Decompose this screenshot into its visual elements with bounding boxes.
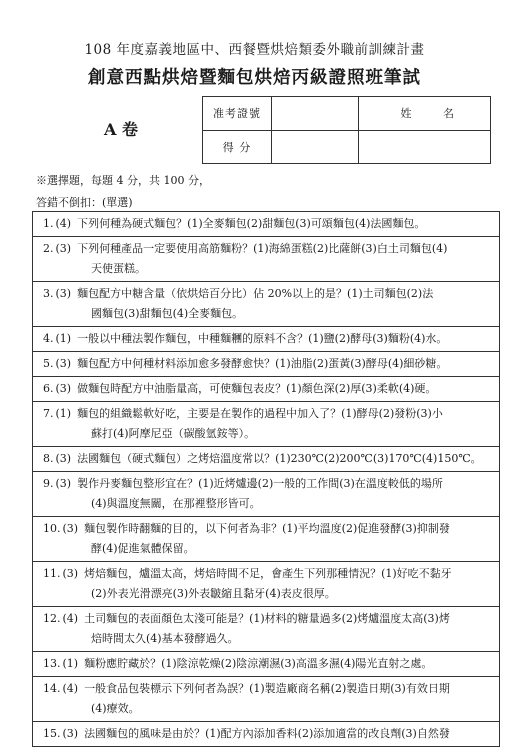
question-text-first: 製作丹麥麵包整形宜在？(1)近烤爐邊(2)一般的工作間(3)在溫度較低的場所 <box>77 477 443 490</box>
exam-number-label: 准考證號 <box>203 97 272 131</box>
question-number: 7. <box>43 407 54 420</box>
question-answer: (1) <box>55 407 72 420</box>
question-number: 3. <box>43 287 54 300</box>
header-title-line1: 108 年度嘉義地區中、西餐暨烘焙類委外職前訓練計畫 <box>84 42 425 58</box>
question-number: 14. <box>43 682 61 695</box>
question-line1 <box>43 379 495 399</box>
question-cell <box>33 677 500 722</box>
question-text <box>43 449 495 469</box>
question-answer: (3) <box>55 242 72 255</box>
question-cell <box>33 377 500 402</box>
instructions-line2: 答錯不倒扣：(單選) <box>36 196 133 209</box>
question-text <box>43 679 495 719</box>
question-answer: (1) <box>55 332 72 345</box>
question-row <box>33 212 500 237</box>
question-row <box>33 677 500 722</box>
question-row <box>33 282 500 327</box>
question-text-first: 土司麵包的表面顏色太淺可能是？(1)材料的糖量過多(2)烤爐溫度太高(3)烤 <box>84 612 450 625</box>
question-cell <box>33 402 500 447</box>
instructions-line1: ※選擇題，每題 4 分，共 100 分， <box>36 174 210 187</box>
question-cell <box>33 722 500 747</box>
question-answer: (3) <box>55 477 72 490</box>
question-text <box>43 519 495 559</box>
question-number: 12. <box>43 612 61 625</box>
question-cell <box>33 607 500 652</box>
question-text <box>43 354 495 374</box>
question-text-first: 烤焙麵包，爐溫太高，烤焙時間不足，會產生下列那種情況？(1)好吃不黏牙 <box>84 567 452 580</box>
question-row <box>33 237 500 282</box>
question-row <box>33 517 500 562</box>
question-text-continued: 國麵包(3)甜麵包(4)全麥麵包。 <box>91 307 244 320</box>
question-row <box>33 562 500 607</box>
question-number: 9. <box>43 477 54 490</box>
question-text-continued: (4)與溫度無關，在那裡整形皆可。 <box>91 497 261 510</box>
question-line1 <box>43 449 495 469</box>
question-line1 <box>43 654 495 674</box>
question-text-continued: (2)外表光滑漂亮(3)外表皺縮且黏牙(4)表皮很厚。 <box>91 587 336 600</box>
question-text-first: 麵包配方中糖含量（依烘焙百分比）佔 20%以上的是？(1)土司麵包(2)法 <box>77 287 434 300</box>
question-number: 8. <box>43 452 54 465</box>
question-cell <box>33 517 500 562</box>
question-text-first: 麵包配方中何種材料添加愈多發酵愈快？(1)油脂(2)蛋黃(3)酵母(4)細砂糖。 <box>77 357 448 370</box>
question-line1 <box>43 214 495 234</box>
question-cell <box>33 327 500 352</box>
question-text-continued: 酵(4)促進氣體保留。 <box>91 542 195 555</box>
question-answer: (4) <box>55 217 72 230</box>
question-text-first: 下列何種產品一定要使用高筋麵粉？(1)海綿蛋糕(2)比薩餅(3)白土司麵包(4) <box>77 242 448 255</box>
question-answer: (3) <box>62 522 79 535</box>
question-answer: (3) <box>55 452 72 465</box>
question-answer: (4) <box>62 612 79 625</box>
question-text <box>43 609 495 649</box>
question-line1 <box>43 239 495 259</box>
question-number: 5. <box>43 357 54 370</box>
name-label: 姓 名 <box>359 97 491 131</box>
questions-table <box>32 211 500 747</box>
question-number: 13. <box>43 657 61 670</box>
question-text-continued: (4)療效。 <box>91 702 140 715</box>
exam-number-field[interactable] <box>272 97 359 131</box>
question-row <box>33 722 500 747</box>
volume-label: A 卷 <box>104 120 138 139</box>
question-line1 <box>43 679 495 699</box>
question-cell <box>33 447 500 472</box>
question-row <box>33 377 500 402</box>
question-text-first: 做麵包時配方中油脂量高，可使麵包表皮？(1)顏色深(2)厚(3)柔軟(4)硬。 <box>77 382 437 395</box>
question-number: 2. <box>43 242 54 255</box>
question-answer: (3) <box>55 287 72 300</box>
question-text <box>43 214 495 234</box>
question-cell <box>33 562 500 607</box>
info-table <box>202 96 491 164</box>
question-line1 <box>43 354 495 374</box>
question-text <box>43 329 495 349</box>
score-label: 得 分 <box>203 130 272 164</box>
name-field[interactable] <box>359 130 491 164</box>
instructions <box>36 170 210 214</box>
question-text-first: 下列何種為硬式麵包？(1)全麥麵包(2)甜麵包(3)可頌麵包(4)法國麵包。 <box>77 217 426 230</box>
question-cell <box>33 237 500 282</box>
question-line1 <box>43 724 495 744</box>
question-line1 <box>43 564 495 584</box>
question-text-continued: 天使蛋糕。 <box>91 262 146 275</box>
question-number: 1. <box>43 217 54 230</box>
question-cell <box>33 652 500 677</box>
question-line1 <box>43 329 495 349</box>
question-text-first: 一般以中種法製作麵包，中種麵糰的原料不含？(1)鹽(2)酵母(3)麵粉(4)水。 <box>77 332 448 345</box>
question-row <box>33 402 500 447</box>
question-answer: (3) <box>62 727 79 740</box>
question-answer: (1) <box>62 657 79 670</box>
question-text <box>43 379 495 399</box>
question-text-first: 一般食品包裝標示下列何者為誤？(1)製造廠商名稱(2)製造日期(3)有效日期 <box>84 682 450 695</box>
question-number: 11. <box>43 567 61 580</box>
question-text-first: 法國麵包（硬式麵包）之烤焙溫度常以？(1)230℃(2)200℃(3)170℃(4)150℃。 <box>77 452 482 465</box>
question-answer: (4) <box>62 682 79 695</box>
question-line1 <box>43 609 495 629</box>
question-text-continued: 焙時間太久(4)基本發酵過久。 <box>91 632 239 645</box>
question-row <box>33 447 500 472</box>
question-text <box>43 239 495 279</box>
question-text-first: 麵粉應貯藏於？(1)陰涼乾燥(2)陰涼潮濕(3)高溫多濕(4)陽光直射之處。 <box>84 657 433 670</box>
question-text <box>43 654 495 674</box>
header-title-line2: 創意西點烘焙暨麵包烘焙丙級證照班筆試 <box>88 68 421 88</box>
question-row <box>33 472 500 517</box>
question-row <box>33 352 500 377</box>
question-text <box>43 724 495 744</box>
question-line1 <box>43 519 495 539</box>
question-answer: (3) <box>55 382 72 395</box>
question-text <box>43 284 495 324</box>
question-answer: (3) <box>62 567 79 580</box>
question-number: 4. <box>43 332 54 345</box>
question-text-first: 麵包製作時翻麵的目的，以下何者為非？(1)平均溫度(2)促進發酵(3)抑制發 <box>84 522 450 535</box>
question-row <box>33 327 500 352</box>
question-text-first: 法國麵包的風味是由於？(1)配方內添加香料(2)添加適當的改良劑(3)自然發 <box>84 727 450 740</box>
question-line1 <box>43 474 495 494</box>
question-cell <box>33 472 500 517</box>
question-text-first: 麵包的組織鬆軟好吃，主要是在製作的過程中加入了？(1)酵母(2)發粉(3)小 <box>77 407 443 420</box>
question-line1 <box>43 284 495 304</box>
question-cell <box>33 212 500 237</box>
question-row <box>33 607 500 652</box>
question-answer: (3) <box>55 357 72 370</box>
question-text <box>43 564 495 604</box>
question-text-continued: 蘇打(4)阿摩尼亞（碳酸氫銨等）。 <box>91 427 256 440</box>
question-line1 <box>43 404 495 424</box>
question-cell <box>33 282 500 327</box>
question-row <box>33 652 500 677</box>
question-cell <box>33 352 500 377</box>
question-number: 15. <box>43 727 61 740</box>
question-text <box>43 404 495 444</box>
question-number: 10. <box>43 522 61 535</box>
question-number: 6. <box>43 382 54 395</box>
question-text <box>43 474 495 514</box>
score-field[interactable] <box>272 130 359 164</box>
